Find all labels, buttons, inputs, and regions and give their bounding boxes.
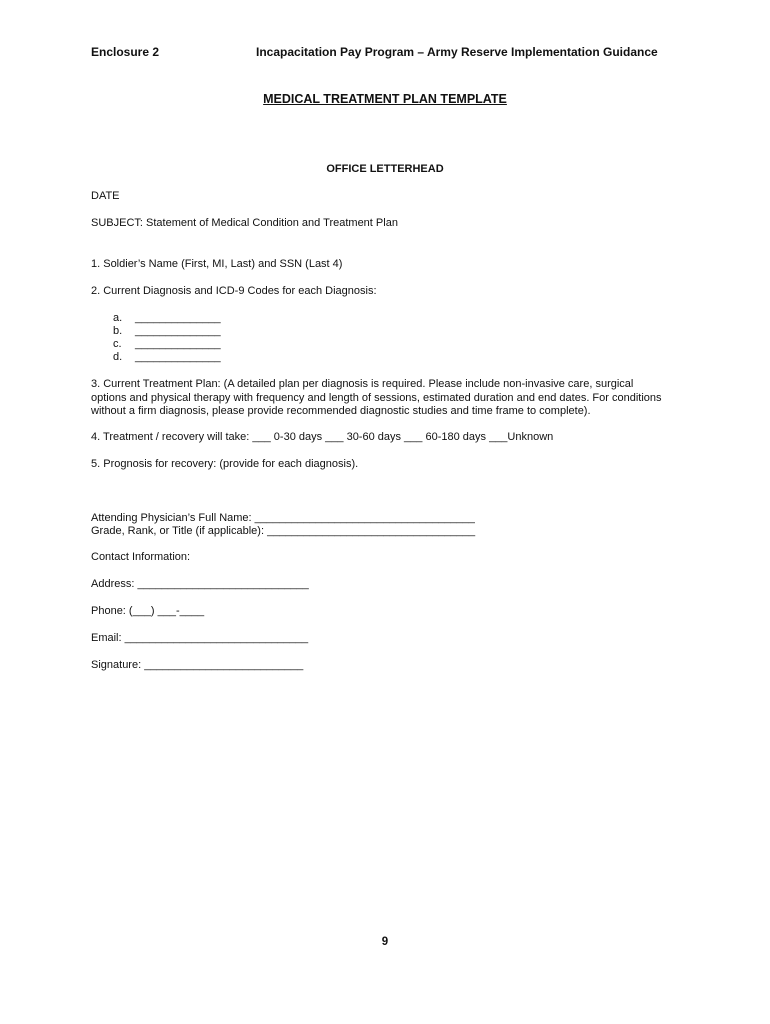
page-number: 9 [381,936,389,948]
signature-field: Signature: __________________________ [91,659,304,671]
physician-full-name: Attending Physician’s Full Name: ____________________________________ [91,512,475,524]
blank-line: ______________ [135,325,221,337]
date-line: DATE [91,190,120,202]
email-field: Email: ______________________________ [91,632,309,644]
blank-line: ______________ [135,351,221,363]
subject-line: SUBJECT: Statement of Medical Condition and Treatment Plan [91,217,398,229]
item-treatment-plan: 3. Current Treatment Plan: (A detailed plan per diagnosis is required. Please include non-invasive care, surgical options and physical therapy with frequency and length of sessions, estimated duration and end dates. For conditions without a firm diagnosis, please provide recommended diagnostic studies and time frame to complete). [91,378,662,417]
item-diagnosis: 2. Current Diagnosis and ICD-9 Codes for each Diagnosis: [91,285,377,297]
document-title: MEDICAL TREATMENT PLAN TEMPLATE [263,92,507,106]
physician-grade: Grade, Rank, or Title (if applicable): __________________________________ [91,525,476,537]
diagnosis-list-item [113,312,221,325]
item-recovery: 4. Treatment / recovery will take: ___ 0-30 days ___ 30-60 days ___ 60-180 days ___Unknown [91,431,554,443]
diagnosis-list-item [113,338,221,351]
office-letterhead: OFFICE LETTERHEAD [326,163,444,175]
blank-line: ______________ [135,338,221,350]
list-letter: a. [113,312,123,324]
item-soldier-name: 1. Soldier’s Name (First, MI, Last) and SSN (Last 4) [91,258,343,270]
diagnosis-list-item [113,325,221,338]
address-field: Address: ____________________________ [91,578,309,590]
program-header: Incapacitation Pay Program – Army Reserve Implementation Guidance [256,45,658,59]
list-letter: b. [113,325,123,337]
diagnosis-list-item [113,351,221,364]
phone-field: Phone: (___) ___-____ [91,605,205,617]
contact-information: Contact Information: [91,551,191,563]
item-prognosis: 5. Prognosis for recovery: (provide for each diagnosis). [91,458,359,470]
blank-line: ______________ [135,312,221,324]
list-letter: c. [113,338,122,350]
enclosure-label: Enclosure 2 [91,45,160,59]
list-letter: d. [113,351,123,363]
